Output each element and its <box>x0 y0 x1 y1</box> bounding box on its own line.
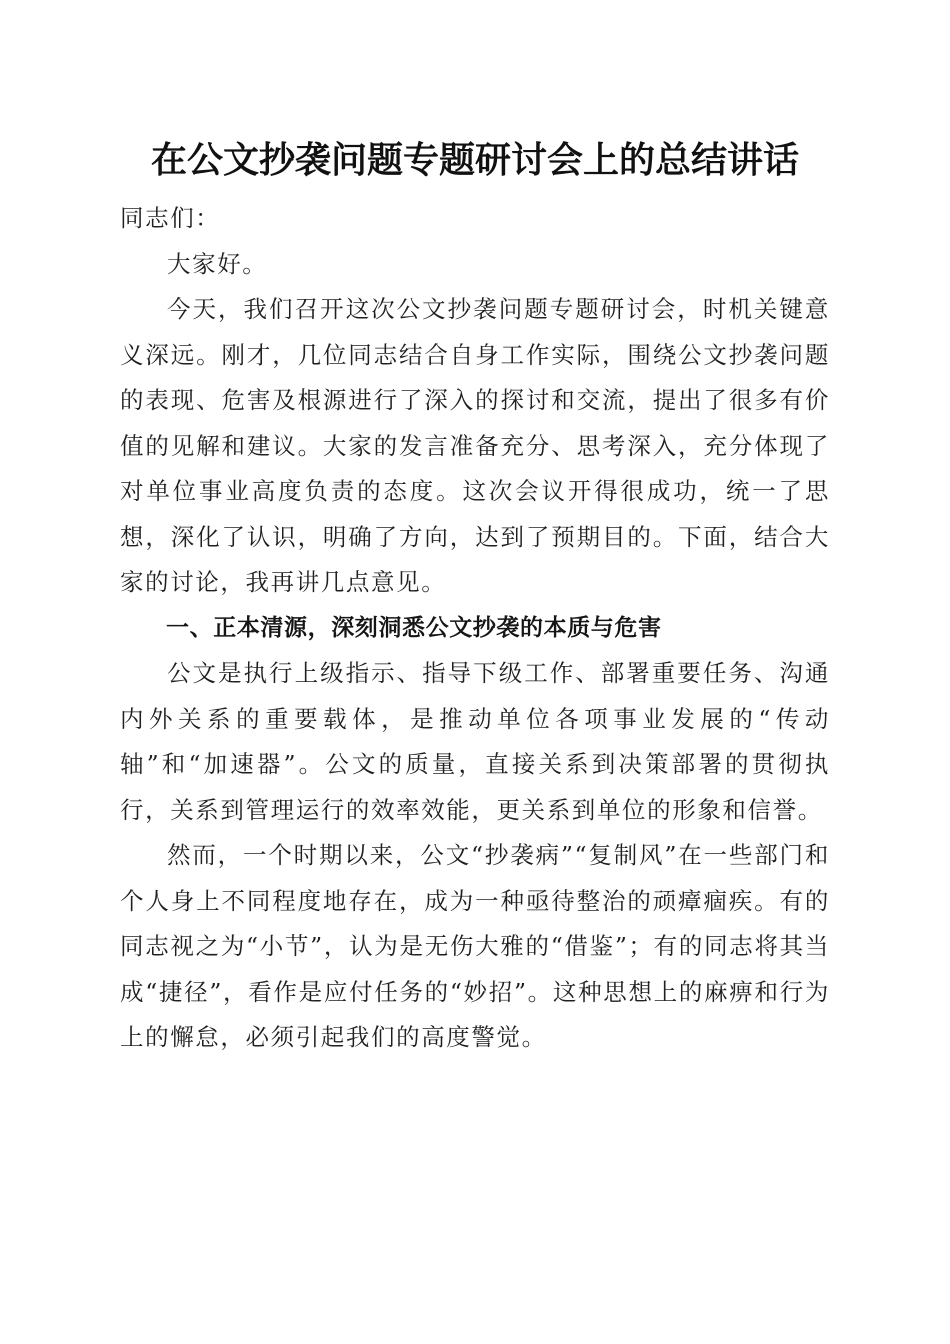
document-body <box>120 196 830 1061</box>
document-title: 在公文抄袭问题专题研讨会上的总结讲话 <box>150 139 799 181</box>
section-1-paragraph-1: 公文是执行上级指示、指导下级工作、部署重要任务、沟通内外关系的重要载体，是推动单位各项事业发展的“传动轴”和“加速器”。公文的质量，直接关系到决策部署的贯彻执行，关系到管理运行的效率效能，更关系到单位的形象和信誉。 <box>120 659 830 824</box>
section-1-paragraph-2: 然而，一个时期以来，公文“抄袭病”“复制风”在一些部门和个人身上不同程度地存在，成为一种亟待整治的顽瘴痼疾。有的同志视之为“小节”，认为是无伤大雅的“借鉴”；有的同志将其当成“捷径”，看作是应付任务的“妙招”。这种思想上的麻痹和行为上的懈怠，必须引起我们的高度警觉。 <box>120 841 830 1051</box>
section-1-heading: 一、正本清源，深刻洞悉公文抄袭的本质与危害 <box>166 614 662 641</box>
greeting: 大家好。 <box>167 249 268 278</box>
salutation: 同志们： <box>120 204 221 232</box>
opening-paragraph: 今天，我们召开这次公文抄袭问题专题研讨会，时机关键意义深远。刚才，几位同志结合自身工作实际，围绕公文抄袭问题的表现、危害及根源进行了深入的探讨和交流，提出了很多有价值的见解和建议。大家的发言准备充分、思考深入，充分体现了对单位事业高度负责的态度。这次会议开得很成功，统一了思想，深化了认识，明确了方向，达到了预期目的。下面，结合大家的讨论，我再讲几点意见。 <box>120 295 830 596</box>
